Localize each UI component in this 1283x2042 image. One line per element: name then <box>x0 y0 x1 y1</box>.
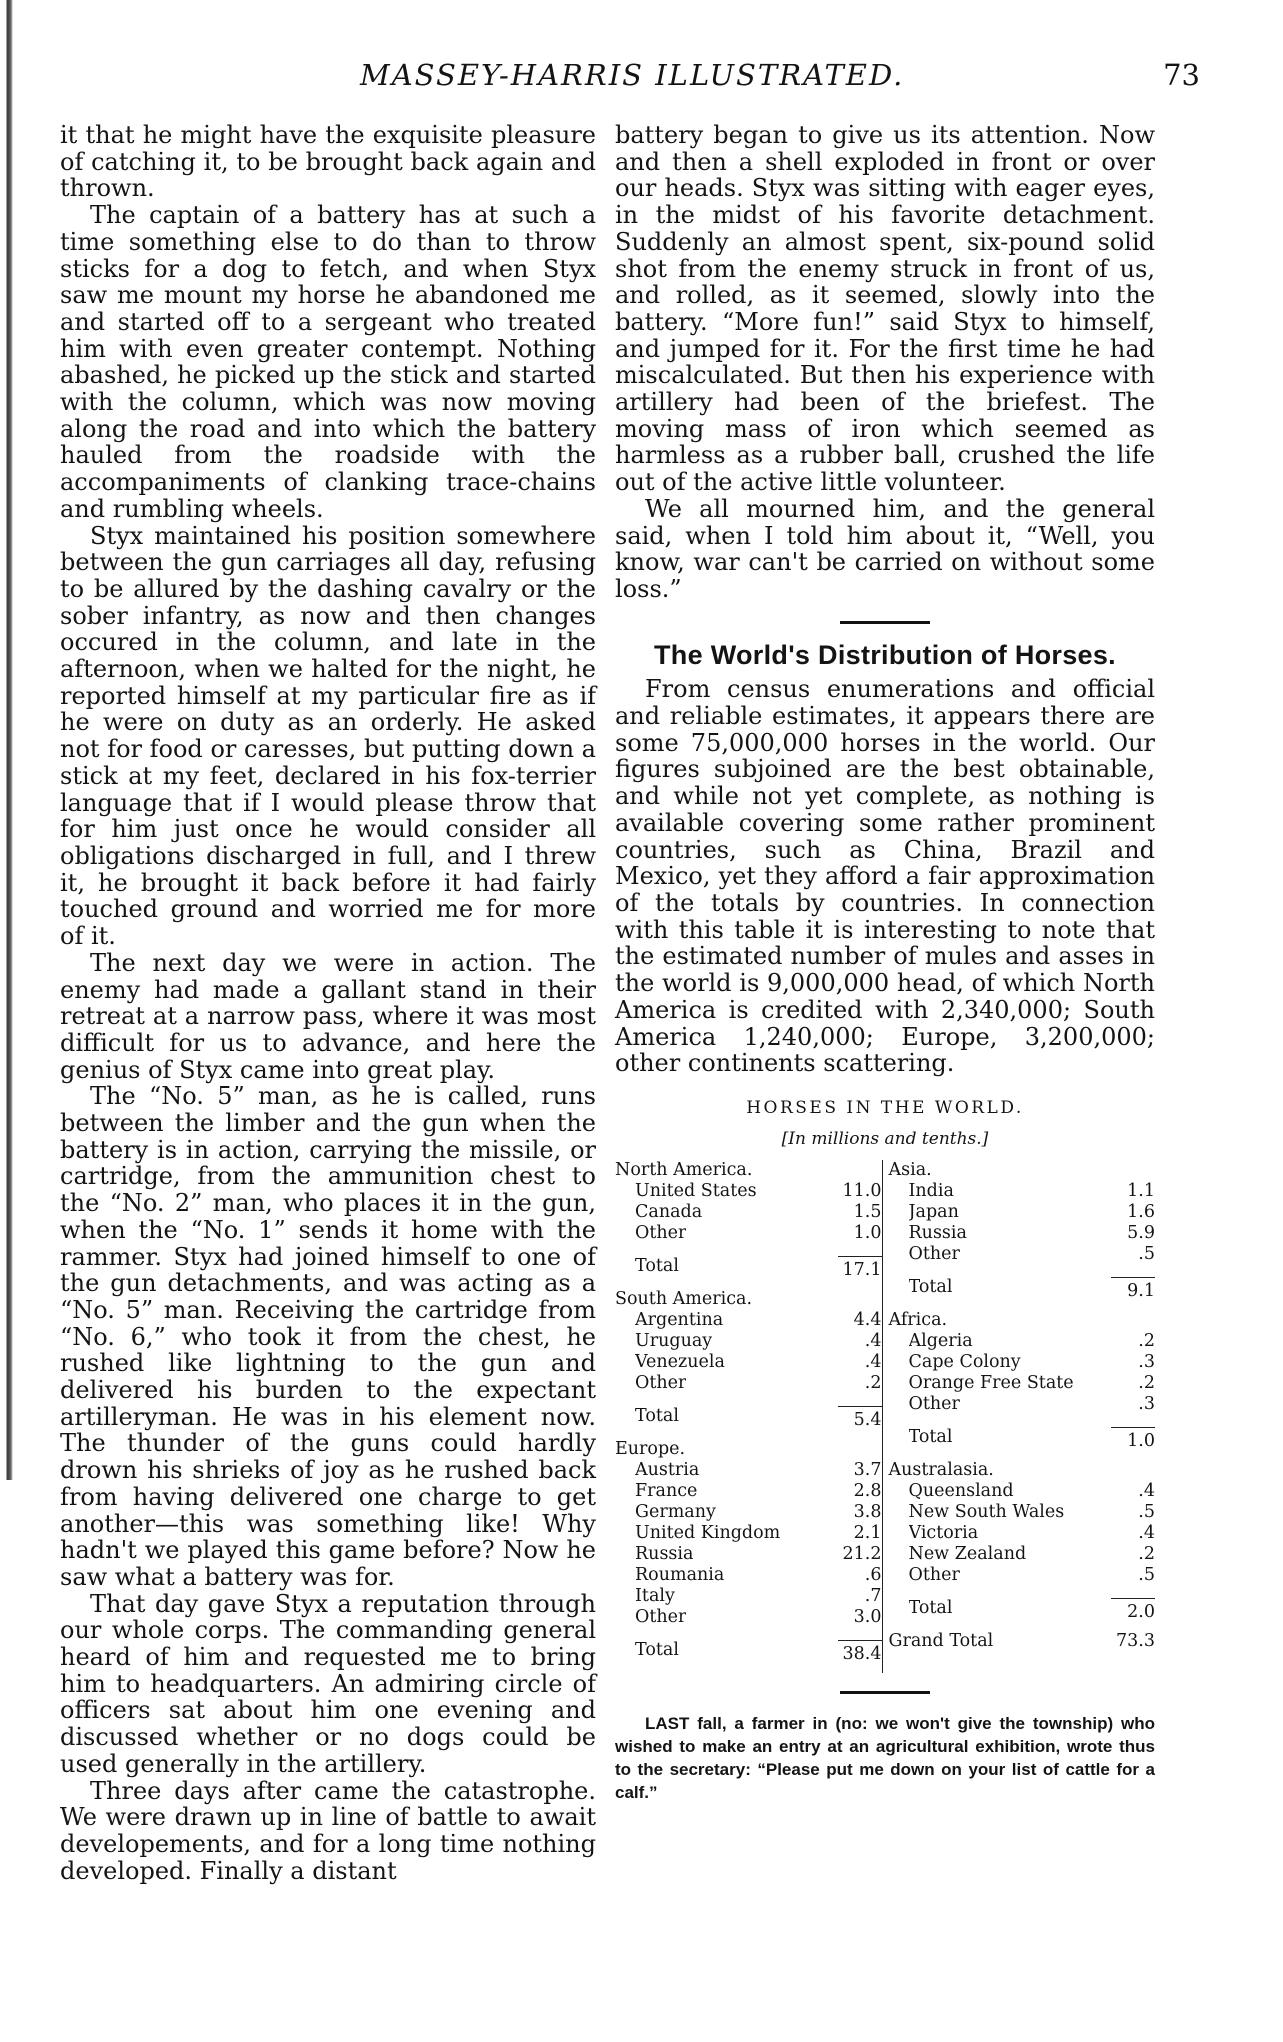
country-name: New South Wales <box>908 1502 1065 1523</box>
region-total-row <box>889 1277 1156 1302</box>
country-name: Other <box>908 1394 960 1415</box>
section-divider <box>840 621 930 624</box>
table-right-column <box>882 1160 1156 1673</box>
section-heading: The World's Distribution of Horses. <box>654 639 1116 670</box>
horses-table <box>615 1160 1155 1673</box>
horse-count: .6 <box>864 1565 882 1586</box>
horse-count: .5 <box>1138 1244 1155 1265</box>
total-value: 1.0 <box>1111 1427 1155 1452</box>
table-row <box>889 1352 1156 1373</box>
table-row <box>889 1244 1156 1265</box>
total-label: Total <box>635 1256 679 1277</box>
table-row <box>615 1352 882 1373</box>
total-value: 17.1 <box>838 1256 882 1281</box>
table-row <box>889 1502 1156 1523</box>
country-name: Russia <box>635 1544 694 1565</box>
region-group <box>615 1289 882 1431</box>
table-title: HORSES IN THE WORLD. <box>746 1097 1024 1118</box>
right-column <box>615 122 1155 1804</box>
country-name: Uruguay <box>635 1331 713 1352</box>
running-title: MASSEY-HARRIS ILLUSTRATED. <box>360 58 905 92</box>
horse-count: .5 <box>1138 1565 1155 1586</box>
country-name: Russia <box>908 1223 967 1244</box>
paragraph: it that he might have the exquisite pleasure of catching it, to be brought back again and thrown. <box>60 121 596 203</box>
note-divider <box>840 1691 930 1694</box>
region-group <box>889 1310 1156 1452</box>
horse-count: .7 <box>864 1586 882 1607</box>
horse-count: .4 <box>1138 1523 1155 1544</box>
total-label: Total <box>635 1406 679 1427</box>
region-name: Europe. <box>615 1439 686 1460</box>
table-row <box>889 1223 1156 1244</box>
horse-count: .2 <box>1138 1373 1155 1394</box>
country-name: United States <box>635 1181 757 1202</box>
grand-total-value: 73.3 <box>1116 1631 1155 1652</box>
table-row <box>889 1331 1156 1352</box>
horse-count: .4 <box>1138 1481 1155 1502</box>
story-continuation <box>615 122 1155 603</box>
table-row <box>889 1394 1156 1415</box>
horse-count: .2 <box>1138 1331 1155 1352</box>
total-label: Total <box>635 1640 679 1661</box>
table-row <box>615 1544 882 1565</box>
horse-count: 1.5 <box>853 1202 882 1223</box>
horse-count: .2 <box>864 1373 882 1394</box>
table-left-column <box>615 1160 882 1673</box>
table-row <box>615 1565 882 1586</box>
table-row <box>889 1373 1156 1394</box>
region-name: Asia. <box>888 1160 932 1181</box>
country-name: Orange Free State <box>908 1373 1074 1394</box>
total-value: 2.0 <box>1111 1598 1155 1623</box>
table-row <box>615 1481 882 1502</box>
region-name: North America. <box>615 1160 753 1181</box>
country-name: Other <box>635 1607 687 1628</box>
horse-count: .3 <box>1138 1394 1155 1415</box>
region-total-row <box>889 1598 1156 1623</box>
region-total-row <box>615 1406 882 1431</box>
table-row <box>615 1331 882 1352</box>
anecdote-note: LAST fall, a farmer in (no: we won't give the township) who wished to make an entry at an agricultural exhibition, wrote thus to the secretary: “Please put me down on your list of cattle for a calf.” <box>615 1714 1155 1803</box>
region-name: Australasia. <box>888 1460 994 1481</box>
grand-total-row <box>889 1631 1156 1652</box>
section-body: From census enumerations and official and reliable estimates, it appears there are some 75,000,000 horses in the world. Our figures subjoined are the best obtainable, and while not yet complete, as nothing is available covering some rather prominent countries, such as China, Brazil and Mexico, yet they afford a fair approximation of the totals by countries. In connection with this table it is interesting to note that the estimated number of mules and asses in the world is 9,000,000 head, of which North America is credited with 2,340,000; South America 1,240,000; Europe, 3,200,000; other continents scattering. <box>615 675 1155 1078</box>
table-row <box>615 1181 882 1202</box>
table-row <box>615 1310 882 1331</box>
country-name: Other <box>635 1223 687 1244</box>
table-row <box>615 1502 882 1523</box>
paragraph: Three days after came the catastrophe. We were drawn up in line of battle to await developements, and for a long time nothing developed. Finally a distant <box>60 1776 596 1885</box>
table-row <box>615 1373 882 1394</box>
paragraph: The “No. 5” man, as he is called, runs between the limber and the gun when the battery is in action, carrying the missile, or cartridge, from the ammunition chest to the “No. 2” man, who places it in the gun, when the “No. 1” sends it home with the rammer. Styx had joined himself to one of the gun detachments, and was acting as a “No. 5” man. Receiving the cartridge from “No. 6,” who took it from the chest, he rushed like lightning to the gun and delivered his burden to the expectant artilleryman. He was in his element now. The thunder of the guns could hardly drown his shrieks of joy as he rushed back from having delivered one charge to get another—this was something like! Why hadn't we played this game before? Now he saw what a battery was for. <box>60 1082 596 1591</box>
region-name: Africa. <box>888 1310 948 1331</box>
paragraph: battery began to give us its attention. Now and then a shell exploded in front or over our heads. Styx was sitting with eager eyes, in the midst of his favorite detachment. Suddenly an almost spent, six-pound solid shot from the enemy struck in front of us, and rolled, as it seemed, slowly into the battery. “More fun!” said Styx to himself, and jumped for it. For the first time he had miscalculated. But then his experience with artillery had been of the briefest. The moving mass of iron which seemed as harmless as a rubber ball, crushed the life out of the active little volunteer. <box>615 121 1155 497</box>
country-name: Victoria <box>908 1523 979 1544</box>
region-group <box>615 1439 882 1665</box>
horse-count: .3 <box>1138 1352 1155 1373</box>
paragraph: We all mourned him, and the general said, when I told him about it, “Well, you know, war can't be carried on without some loss.” <box>615 494 1155 603</box>
horse-count: 2.8 <box>853 1481 882 1502</box>
country-name: India <box>908 1181 954 1202</box>
binding-edge <box>0 0 30 1480</box>
total-value: 5.4 <box>838 1406 882 1431</box>
horse-count: 1.1 <box>1127 1181 1155 1202</box>
table-row <box>615 1586 882 1607</box>
total-label: Total <box>908 1598 953 1619</box>
region-group <box>889 1160 1156 1302</box>
country-name: Canada <box>635 1202 703 1223</box>
country-name: Germany <box>635 1502 716 1523</box>
country-name: Other <box>908 1565 960 1586</box>
country-name: Queensland <box>908 1481 1014 1502</box>
total-value: 38.4 <box>838 1640 882 1665</box>
country-name: Algeria <box>908 1331 973 1352</box>
paragraph: The captain of a battery has at such a time something else to do than to throw sticks for a dog to fetch, and when Styx saw me mount my horse he abandoned me and started off to a sergeant who treated him with even greater contempt. Nothing abashed, he picked up the stick and started with the column, which was now moving along the road and into which the battery hauled from the roadside with the accompaniments of clanking trace-chains and rumbling wheels. <box>60 201 596 523</box>
table-row <box>615 1223 882 1244</box>
region-group <box>889 1460 1156 1623</box>
horse-count: .4 <box>864 1352 882 1373</box>
table-subtitle: [In millions and tenths.] <box>781 1128 989 1149</box>
country-name: France <box>635 1481 698 1502</box>
table-row <box>889 1181 1156 1202</box>
country-name: Venezuela <box>635 1352 725 1373</box>
page-number: 73 <box>1163 58 1200 92</box>
horse-count: 11.0 <box>842 1181 882 1202</box>
table-row <box>615 1523 882 1544</box>
horse-count: 3.0 <box>853 1607 882 1628</box>
horse-count: 3.8 <box>853 1502 882 1523</box>
region-name: South America. <box>615 1289 753 1310</box>
horse-count: .2 <box>1138 1544 1155 1565</box>
region-group <box>615 1160 882 1281</box>
region-total-row <box>615 1256 882 1281</box>
table-row <box>889 1202 1156 1223</box>
paragraph: Styx maintained his position somewhere between the gun carriages all day, refusing to be allured by the dashing cavalry or the sober infantry, as now and then changes occured in the column, and late in the afternoon, when we halted for the night, he reported himself at my particular fire as if he were on duty as an orderly. He asked not for food or caresses, but putting down a stick at my feet, declared in his fox-terrier language that if I would please throw that for him just once he would consider all obligations discharged in full, and I threw it, he brought it back before it had fairly touched ground and worried me for more of it. <box>60 521 596 951</box>
table-row <box>615 1607 882 1628</box>
country-name: Italy <box>635 1586 675 1607</box>
country-name: United Kingdom <box>635 1523 781 1544</box>
table-row <box>889 1481 1156 1502</box>
region-total-row <box>889 1427 1156 1452</box>
region-total-row <box>615 1640 882 1665</box>
table-row <box>615 1202 882 1223</box>
country-name: Argentina <box>635 1310 724 1331</box>
horse-count: 3.7 <box>853 1460 882 1481</box>
left-column <box>60 122 596 1884</box>
total-value: 9.1 <box>1111 1277 1155 1302</box>
paragraph: The next day we were in action. The enemy had made a gallant stand in their retreat at a narrow pass, where it was most difficult for us to advance, and here the genius of Styx came into great play. <box>60 948 596 1084</box>
total-label: Total <box>908 1427 953 1448</box>
horse-count: .4 <box>864 1331 882 1352</box>
total-label: Total <box>908 1277 953 1298</box>
horse-count: 5.9 <box>1127 1223 1155 1244</box>
horse-count: .5 <box>1138 1502 1155 1523</box>
country-name: New Zealand <box>908 1544 1027 1565</box>
country-name: Roumania <box>635 1565 725 1586</box>
country-name: Other <box>908 1244 960 1265</box>
table-row <box>889 1544 1156 1565</box>
grand-total-label: Grand Total <box>888 1631 994 1652</box>
horse-count: 4.4 <box>853 1310 882 1331</box>
horse-count: 1.0 <box>853 1223 882 1244</box>
horse-count: 21.2 <box>842 1544 882 1565</box>
country-name: Austria <box>635 1460 700 1481</box>
country-name: Cape Colony <box>908 1352 1021 1373</box>
horse-count: 2.1 <box>853 1523 882 1544</box>
paragraph: That day gave Styx a reputation through our whole corps. The commanding general heard of him and requested me to bring him to headquarters. An admiring circle of officers sat about him one evening and discussed whether or no dogs could be used generally in the artillery. <box>60 1589 596 1778</box>
table-row <box>615 1460 882 1481</box>
page-header <box>60 58 1220 98</box>
horse-count: 1.6 <box>1127 1202 1155 1223</box>
table-row <box>889 1565 1156 1586</box>
country-name: Other <box>635 1373 687 1394</box>
table-row <box>889 1523 1156 1544</box>
country-name: Japan <box>908 1202 959 1223</box>
